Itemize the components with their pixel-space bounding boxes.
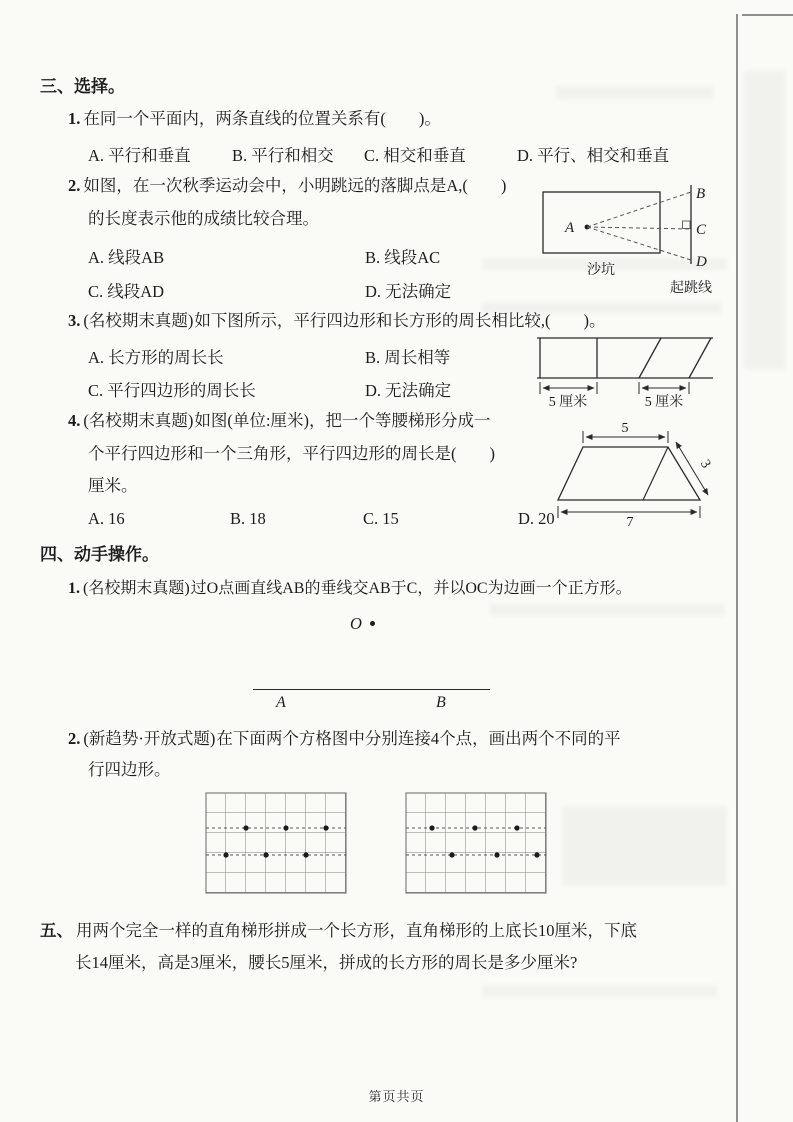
- choice-q1-stem-line: [68, 109, 441, 130]
- bleedthrough-smudge: [490, 604, 725, 616]
- grid-dot: [472, 825, 477, 830]
- handson-q2-tag: (新趋势·开放式题): [83, 729, 216, 748]
- q3-shapes-diagram: [537, 334, 719, 408]
- bleedthrough-smudge: [744, 70, 786, 370]
- dashed-ac: [587, 227, 691, 229]
- handson-q2-stem-line2: 行四边形。: [88, 760, 171, 779]
- dashed-ab: [587, 192, 691, 227]
- bottom-length-label: 7: [626, 515, 634, 528]
- grid-dot: [283, 825, 288, 830]
- handson-q1-tag: (名校期末真题): [83, 580, 190, 597]
- section-5-number: 五、: [40, 921, 73, 940]
- label-point-a: A: [565, 220, 575, 236]
- line-ab-label-b: B: [436, 694, 446, 711]
- line-ab-label-a: A: [276, 694, 286, 711]
- rect-base-label: 5 厘米: [548, 395, 588, 408]
- section-4-title: 四、动手操作。: [40, 545, 159, 564]
- handson-q1-stem-line: [68, 579, 632, 599]
- q4-trapezoid-diagram: [556, 420, 724, 528]
- grid-dot: [429, 825, 434, 830]
- choice-q3-number: 3.: [68, 311, 81, 330]
- choice-q4-option-c: C. 15: [363, 509, 399, 528]
- bleedthrough-smudge: [482, 985, 717, 997]
- grid-dot: [303, 852, 308, 857]
- choice-q4-option-d: D. 20: [518, 509, 555, 528]
- choice-q2-option-b: B. 线段AC: [365, 248, 441, 267]
- grid-dot: [263, 852, 268, 857]
- handson-q1-number: 1.: [68, 580, 80, 597]
- choice-q2-option-c: C. 线段AD: [88, 282, 165, 301]
- choice-q1-number: 1.: [68, 109, 81, 128]
- choice-q1-stem: 在同一个平面内，两条直线的位置关系有( )。: [83, 109, 441, 128]
- choice-q4-tag: (名校期末真题): [83, 411, 194, 430]
- choice-q3-option-b: B. 周长相等: [365, 348, 451, 367]
- label-sandpit: 沙坑: [587, 263, 615, 278]
- point-o-marker: [350, 614, 375, 635]
- label-point-b: B: [696, 186, 706, 202]
- choice-q2-option-d: D. 无法确定: [365, 282, 452, 301]
- divider-line: [643, 447, 668, 500]
- choice-q3-option-a: A. 长方形的周长长: [88, 348, 224, 367]
- point-o-dot: [370, 621, 375, 626]
- choice-q1-option-d: D. 平行、相交和垂直: [517, 146, 670, 165]
- choice-q2-number: 2.: [68, 176, 81, 195]
- handson-q1-stem: 过O点画直线AB的垂线交AB于C，并以OC为边画一个正方形。: [190, 580, 632, 597]
- choice-q4-number: 4.: [68, 411, 81, 430]
- choice-q4-option-b: B. 18: [230, 509, 266, 528]
- label-takeoff-line: 起跳线: [670, 281, 712, 294]
- choice-q3-stem-line: [68, 311, 606, 332]
- handson-q2-stem1: 在下面两个方格图中分别连接4个点，画出两个不同的平: [216, 729, 621, 748]
- side-length-label: 3: [696, 457, 714, 472]
- choice-q4-stem-line1: [68, 411, 490, 432]
- grid-dot: [514, 825, 519, 830]
- label-point-c: C: [696, 222, 707, 238]
- right-angle-mark: [683, 221, 691, 229]
- para-base-label: 5 厘米: [644, 395, 684, 408]
- q2-longjump-diagram: [539, 182, 731, 294]
- grid-dot: [243, 825, 248, 830]
- choice-q3-option-d: D. 无法确定: [365, 381, 452, 400]
- dot-grid-right: [405, 792, 547, 894]
- grid-dot: [323, 825, 328, 830]
- handson-q2-stem-line1: [68, 729, 621, 750]
- choice-q4-option-a: A. 16: [88, 509, 125, 528]
- line-ab: [253, 689, 490, 690]
- choice-q3-stem: 如下图所示，平行四边形和长方形的周长相比较,( )。: [194, 311, 606, 330]
- choice-q3-option-c: C. 平行四边形的周长长: [88, 381, 256, 400]
- grid-dot: [223, 852, 228, 857]
- section-5-stem-line2: 长14厘米，高是3厘米，腰长5厘米，拼成的长方形的周长是多少厘米?: [75, 953, 578, 972]
- choice-q1-option-b: B. 平行和相交: [232, 146, 334, 165]
- choice-q1-options: [0, 142, 793, 166]
- grid-dot: [494, 852, 499, 857]
- handson-q2-number: 2.: [68, 729, 81, 748]
- scan-edge-line: [736, 14, 738, 1122]
- choice-q2-stem-line2: 的长度表示他的成绩比较合理。: [88, 209, 319, 228]
- dot-grid-left: [205, 792, 347, 894]
- para-right-side: [689, 338, 711, 378]
- bleedthrough-smudge: [562, 806, 727, 886]
- choice-q4-stem1: 如图(单位:厘米)，把一个等腰梯形分成一: [194, 411, 491, 430]
- grid-dot: [449, 852, 454, 857]
- trapezoid-outline: [558, 447, 700, 500]
- choice-q3-tag: (名校期末真题): [83, 311, 194, 330]
- section-3-title: 三、选择。: [40, 77, 125, 96]
- choice-q2-stem1: 如图，在一次秋季运动会中，小明跳远的落脚点是A,( ): [83, 176, 507, 195]
- scan-corner-line: [742, 14, 793, 16]
- section-5-stem-line1: [40, 921, 637, 942]
- page-footer: 第页共页: [368, 1089, 425, 1104]
- bleedthrough-smudge: [556, 86, 714, 99]
- dashed-ad: [587, 227, 691, 260]
- label-point-d: D: [696, 254, 707, 270]
- point-o-label: O: [350, 614, 362, 633]
- para-left-side: [639, 338, 661, 378]
- choice-q1-option-c: C. 相交和垂直: [364, 146, 466, 165]
- top-length-label: 5: [621, 421, 629, 436]
- grid-frame: [406, 793, 546, 893]
- section-5-stem1: 用两个完全一样的直角梯形拼成一个长方形，直角梯形的上底长10厘米，下底: [76, 921, 637, 940]
- choice-q2-stem-line1: [68, 176, 506, 197]
- grid-frame: [206, 793, 346, 893]
- grid-dot: [534, 852, 539, 857]
- choice-q2-option-a: A. 线段AB: [88, 248, 165, 267]
- choice-q4-stem-line2: 个平行四边形和一个三角形，平行四边形的周长是( ): [88, 444, 495, 463]
- choice-q1-option-a: A. 平行和垂直: [88, 146, 191, 165]
- choice-q4-stem-line3: 厘米。: [88, 476, 138, 495]
